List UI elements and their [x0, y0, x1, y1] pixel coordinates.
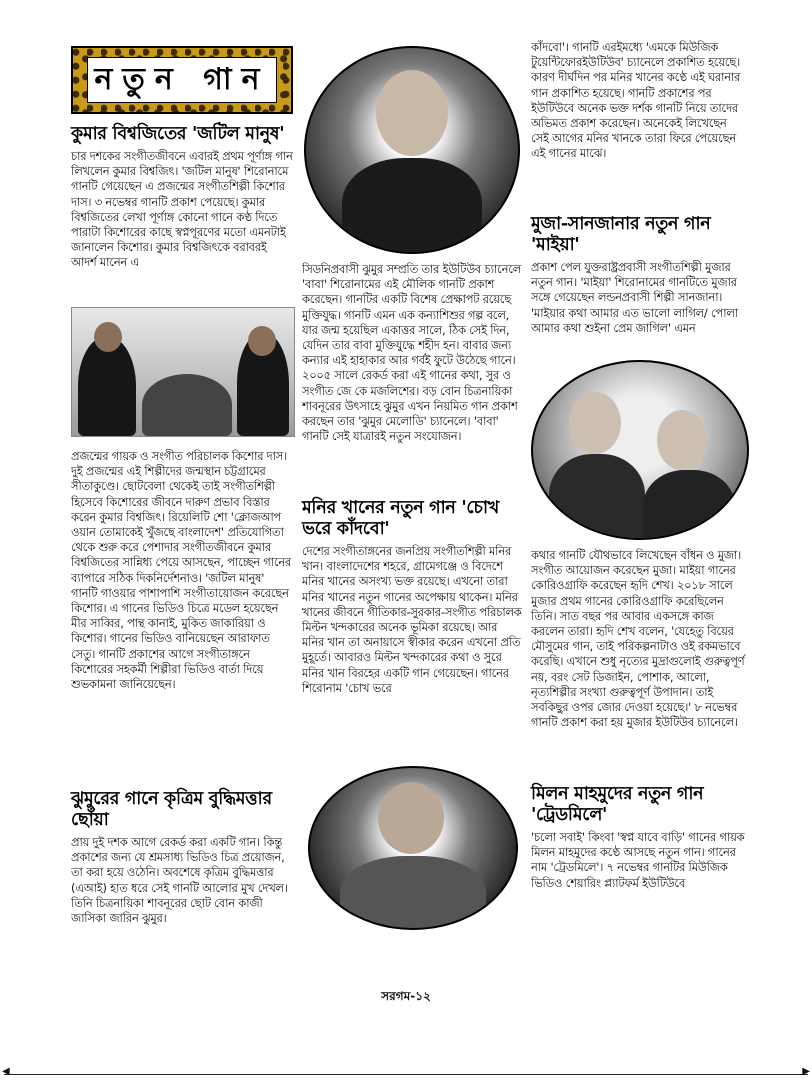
- portrait-head: [376, 70, 448, 156]
- kumar-group-photo: [71, 307, 295, 437]
- portrait-body: [549, 454, 645, 540]
- column-3: [531, 40, 747, 922]
- portrait-head: [569, 392, 621, 454]
- kumar-para-2: প্রজন্মের গায়ক ও সংগীত পরিচালক কিশোর দাস। দুই প্রজন্মের এই শিল্পীদের জন্মস্থান চট্টগ্রামের সীতাকুণ্ডে। ছোটবেলা থেকেই তাই সংগীতশিল্পী হিসেবে কিশোরের জীবনে দারুণ প্রভাব বিস্তার করেন কুমার বিশ্বজিৎ। রিয়েলিটি শো 'ক্লোজআপ ওয়ান তোমাকেই খুঁজছে বাংলাদেশ' প্রতিযোগিতা থেকে শুরু করে পেশাদার সংগীতজীবনে কুমার বিশ্বজিতের সান্নিধ্য পেয়ে আসছেন, পাচ্ছেন গানের ব্যাপারে সঠিক দিকনির্দেশনাও। 'জটিল মানুষ' গানটি গাওয়ার পাশাপাশি সংগীতায়োজন করেছেন কিশোর। এ গানের ভিডিও চিত্রে মডেল হয়েছেন মীর সাব্বির, পান্থ কানাই, মুকিত জাকারিয়া ও কিশোর। গানের ভিডিও বানিয়েছেন আরাফাত সেতু। গানটি প্রকাশের আগে সংগীতাঙ্গনে কিশোরের সহকর্মী শিল্পীরা ভিডিও বার্তা দিয়ে শুভকামনা জানিয়েছেন।: [71, 449, 292, 692]
- page-footer: সরগম-১২: [381, 989, 431, 1003]
- portrait-head: [657, 410, 707, 470]
- monir-para-1: দেশের সংগীতাঙ্গনের জনপ্রিয় সংগীতশিল্পী মনির খান। বাংলাদেশের শহরে, গ্রামেগঞ্জে ও বিদেশে মনির খানের অসংখ্য ভক্ত রয়েছে। এখনো তারা মনির খানের নতুন গানের অপেক্ষায় থাকেন। মনির খানের জীবনে গীতিকার-সুরকার-সংগীত পরিচালক মিল্টন খন্দকারের অনেক ভূমিকা রয়েছে। আর মনির খান তা অনায়াসে স্বীকার করেন এখনো প্রতি মুহূর্তে। আবারও মিল্টন খন্দকারের কথা ও সুরে মনির খান বিরহের একটি গান গেয়েছেন। গানের শিরোনাম 'চোখ ভরে: [302, 544, 522, 695]
- jhumur-para-2: সিডনিপ্রবাসী ঝুমুর সম্প্রতি তার ইউটিউব চ্যানেলে 'বাবা' শিরোনামের এই মৌলিক গানটি প্রকাশ করেছেন। গানটির একটি বিশেষ প্রেক্ষাপট রয়েছে মুক্তিযুদ্ধ। গানটি এমন এক কন্যাশিশুর গল্প বলে, যার জন্ম হয়েছিল একাত্তর সালে, ঠিক সেই দিন, যেদিন তার বাবা মুক্তিযুদ্ধে শহীদ হন। বাবার জন্য কন্যার এই হাহাকার আর গর্বই ফুটে উঠেছে গানে। ২০০৫ সালে রেকর্ড করা এই গানের কথা, সুর ও সংগীত জে কে মজলিশের। বড় বোন চিত্রনায়িকা শাবনূরের উৎসাহে ঝুমুর এখন নিয়মিত গান প্রকাশ করছেন তার 'ঝুমুর মেলোডি' চ্যানেলে। 'বাবা' গানটি সেই যাত্রারই নতুন সংযোজন।: [302, 262, 522, 444]
- arrow-left-icon: ◀: [2, 1066, 10, 1077]
- bottom-rule: [4, 1074, 808, 1075]
- portrait-body: [643, 470, 735, 540]
- jhumur-para-1: প্রায় দুই দশক আগে রেকর্ড করা একটি গান। কিন্তু প্রকাশের জন্য যে শ্রমসাধ্য ভিডিও চিত্র প্রয়োজন, তা করা হয়ে ওঠেনি। অবশেষে কৃত্রিম বুদ্ধিমত্তার (এআই) হাত ধরে সেই গানটি আলোর মুখ দেখল। তিনি চিত্রনায়িকা শাবনূরের ছোট বোন কাজী জাসিকা জারিন ঝুমুর।: [71, 835, 288, 926]
- jhumur-portrait: [304, 46, 520, 254]
- kumar-headline: কুমার বিশ্বজিতের 'জটিল মানুষ': [71, 124, 285, 144]
- milon-para-1: 'চলো সবাই' কিংবা 'স্বপ্ন যাবে বাড়ি' গানের গায়ক মিলন মাহমুদের কণ্ঠে আসছে নতুন গান। গানের নাম 'ট্রেডমিলে'। ৭ নভেম্বর গানটির মিউজিক ভিডিও শেয়ারিং প্ল্যাটফর্ম ইউটিউবে: [531, 830, 745, 890]
- banner-title: নতুন গান: [94, 61, 270, 97]
- banner-inner: [87, 57, 277, 103]
- portrait-body: [340, 856, 486, 930]
- column-2: [302, 46, 522, 930]
- muja-sanjana-portrait: [531, 360, 749, 540]
- muja-para-2: কথার গানটি যৌথভাবে লিখেছেন বাঁধন ও মুজা। সংগীত আয়োজন করেছেন মুজা। মাইয়া গানের কোরিওগ্রাফি করেছেন হৃদি শেখ। ২০১৮ সালে মুজার প্রথম গানের কোরিওগ্রাফি করেছিলেন তিনি। সাত বছর পর আবার একসঙ্গে কাজ করলেন তারা। হৃদি শেখ বলেন, 'যেহেতু বিয়ের মৌসুমের গান, তাই পরিকল্পনাটাও ওই রকমভাবে করেছি। এখানে শুধু নৃত্যের মুদ্রাগুলোই গুরুত্বপূর্ণ নয়, বরং সেট ডিজাইন, পোশাক, আলো, নৃত্যশিল্পীর সংখ্যা গুরুত্বপূর্ণ উপাদান। তাই সবকিছুর ওপর জোর দেওয়া হয়েছে।' ৮ নভেম্বর গানটি প্রকাশ করা হয় মুজার ইউটিউব চ্যানেলে।: [531, 548, 745, 730]
- section-banner: [71, 46, 293, 114]
- portrait-head: [378, 782, 444, 854]
- photo-figure-head: [248, 326, 276, 356]
- muja-headline: মুজা-সানজানার নতুন গান 'মাইয়া': [531, 214, 711, 255]
- photo-figure-head: [94, 322, 122, 352]
- milon-headline: মিলন মাহমুদের নতুন গান 'ট্রেডমিলে': [531, 784, 704, 825]
- kumar-para-1: চার দশকের সংগীতজীবনে এবারই প্রথম পূর্ণাঙ্গ গান লিখলেন কুমার বিশ্বজিৎ। 'জটিল মানুষ' শিরোনামে গানটি গেয়েছেন এ প্রজন্মের সংগীতশিল্পী কিশোর দাস। ৩ নভেম্বর গানটি প্রকাশ পেয়েছে। কুমার বিশ্বজিতের লেখা পূর্ণাঙ্গ কোনো গানে কণ্ঠ দিতে পারাটা কিশোরের কাছে স্বপ্নপূরণের মতো এমনটাই জানালেন কিশোর। কুমার বিশ্বজিৎকে বরাবরই আদর্শ মানেন এ: [71, 149, 293, 270]
- column-1: [71, 46, 293, 959]
- monir-headline: মনির খানের নতুন গান 'চোখ ভরে কাঁদবো': [302, 498, 499, 539]
- jhumur-headline: ঝুমুরের গানে কৃত্রিম বুদ্ধিমত্তার ছোঁয়া: [71, 789, 272, 830]
- muja-para-1: প্রকাশ পেল যুক্তরাষ্ট্রপ্রবাসী সংগীতশিল্পী মুজার নতুন গান। 'মাইয়া' শিরোনামের গানটিতে মুজার সঙ্গে গেয়েছেন লন্ডনপ্রবাসী শিল্পী সানজানা। 'মাইয়ার কথা আমার এত ভালো লাগিল/ পোলা আমার কথা শুইনা প্রেম জাগিল' এমন: [531, 260, 738, 335]
- photo-figure: [142, 374, 232, 436]
- portrait-body: [342, 158, 482, 254]
- arrow-right-icon: ▶: [802, 1066, 810, 1077]
- monir-para-2: কাঁদবো'। গানটি এরইমধ্যে 'এমকে মিউজিক টুয়েন্টিফোরইউটিউব' চ্যানেলে প্রকাশিত হয়েছে। কারণ দীর্ঘদিন পর মনির খানের কণ্ঠে এই ঘরানার গান প্রকাশিত হয়েছে। গানটি প্রকাশের পর ইউটিউবে অনেক ভক্ত দর্শক গানটি নিয়ে তাদের অভিমত প্রকাশ করেছেন। অনেকেই লিখেছেন সেই আগের মনির খানকে তারা ফিরে পেয়েছেন এই গানের মাঝে।: [531, 40, 741, 161]
- monir-portrait: [308, 766, 518, 930]
